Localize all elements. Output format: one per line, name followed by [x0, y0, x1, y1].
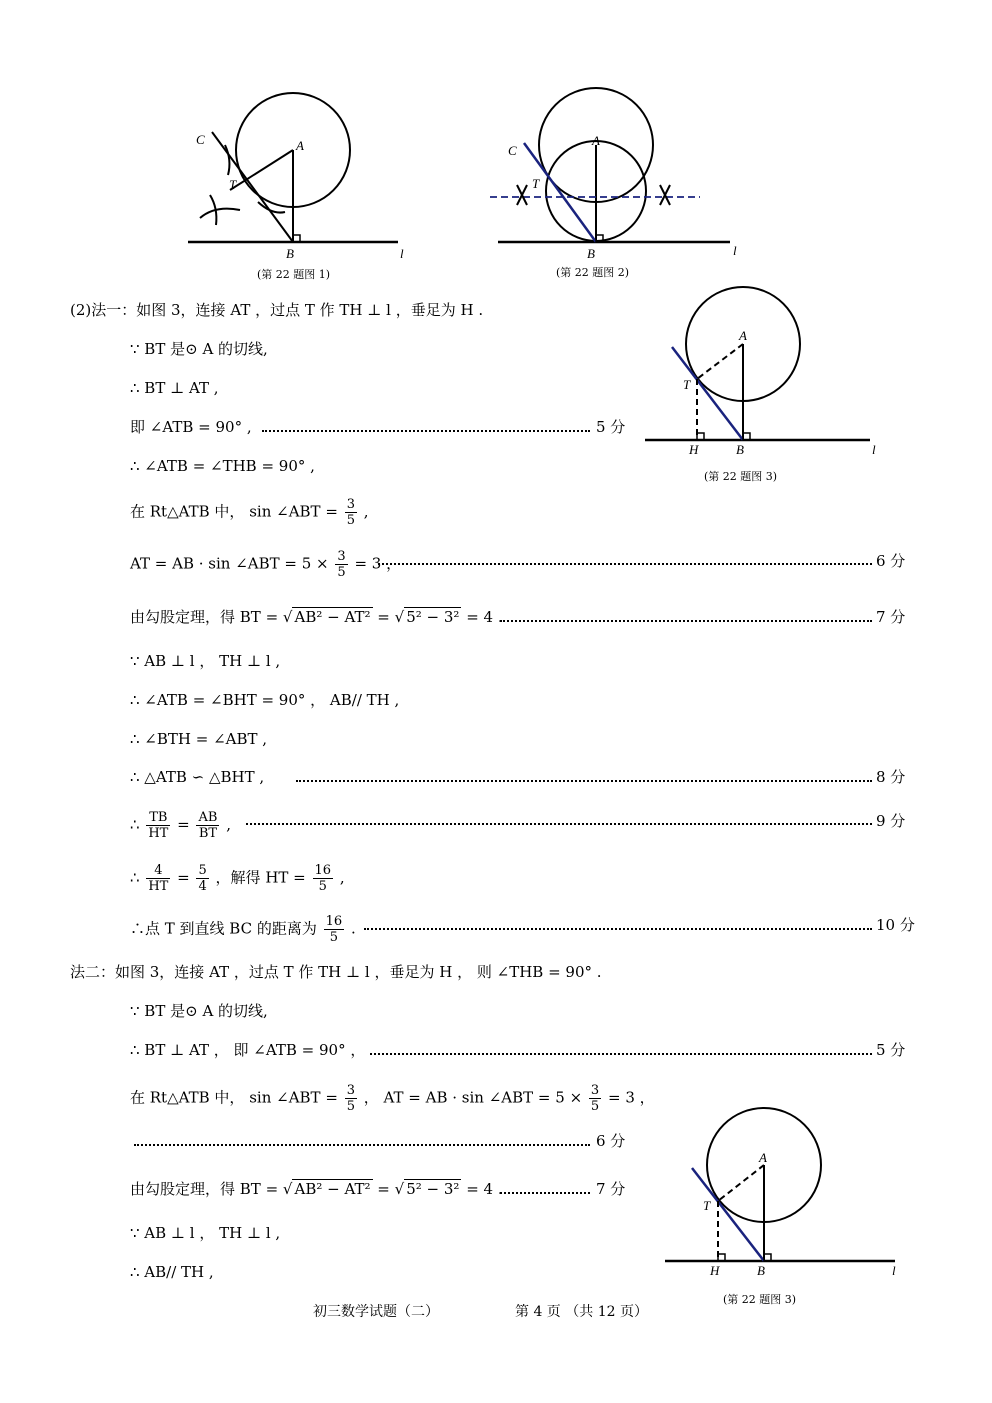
m1-score-6: 6 分 [876, 552, 906, 570]
figure-1-caption: (第 22 题图 1) [257, 268, 331, 281]
m1-l3: 即 ∠ATB = 90° , [130, 418, 252, 436]
m2-l7: ∴ AB// TH , [130, 1263, 214, 1281]
footer-title: 初三数学试题（二） [313, 1304, 439, 1320]
m2-l1: ∵ BT 是⊙ A 的切线, [130, 1002, 268, 1020]
m1-l9: ∴ ∠ATB = ∠BHT = 90° ， AB// TH , [130, 691, 400, 709]
m1-l8: ∵ AB ⊥ l ， TH ⊥ l , [130, 652, 281, 670]
ray-bc [212, 132, 293, 242]
label-a: A [296, 138, 304, 153]
m2-l2: ∴ BT ⊥ AT ， 即 ∠ATB = 90° ， [130, 1041, 366, 1059]
svg-text:l: l [892, 1263, 896, 1278]
label-t: T [229, 177, 237, 192]
svg-text:T: T [703, 1198, 711, 1213]
footer-page: 第 4 页 （共 12 页） [515, 1304, 648, 1320]
label-b: B [736, 442, 744, 457]
m1-score-7: 7 分 [876, 608, 906, 626]
m1-score-5: 5 分 [596, 418, 626, 436]
label-l: l [400, 246, 404, 260]
figure-4-caption: (第 22 题图 3) [723, 1293, 797, 1306]
m2-l3: 在 Rt△ATB 中， sin ∠ABT = $\frac{3}{5}$ ， AT = AB · sin ∠ABT = 5 × $\frac{3}{5}$ = 3 ， [130, 1083, 655, 1114]
m2-intro: 法二：如图 3，连接 AT ，过点 T 作 TH ⊥ l ，垂足为 H ， 则 ∠THB = 90° . [70, 963, 602, 981]
figure-2 [490, 85, 750, 260]
label-t: T [683, 377, 691, 392]
m2-score-7: 7 分 [596, 1180, 626, 1198]
m1-score-9: 9 分 [876, 812, 906, 830]
m2-l5: 由勾股定理，得 BT = √ AB² − AT² = √ 5² − 3² = 4 . [130, 1180, 503, 1198]
m1-l5: 在 Rt△ATB 中， sin ∠ABT = $\frac{3}{5}$ , [130, 497, 369, 528]
svg-text:B: B [757, 1263, 765, 1278]
figure-4 [660, 1105, 910, 1280]
label-a: A [739, 328, 747, 343]
ray-bc [524, 143, 596, 242]
m1-intro: (2)法一：如图 3，连接 AT ，过点 T 作 TH ⊥ l ，垂足为 H . [70, 301, 484, 319]
svg-text:H: H [710, 1263, 720, 1278]
m1-l10: ∴ ∠BTH = ∠ABT , [130, 730, 268, 748]
m1-l14: ∴点 T 到直线 BC 的距离为 $\frac{16}{5}$ . [130, 914, 356, 945]
figure-1 [180, 90, 420, 260]
label-b: B [587, 246, 595, 260]
m1-l4: ∴ ∠ATB = ∠THB = 90° , [130, 457, 315, 475]
label-c: C [196, 132, 205, 147]
label-l: l [733, 243, 737, 258]
figure-3-caption: (第 22 题图 3) [704, 470, 778, 483]
label-t: T [532, 176, 540, 191]
label-h: H [689, 442, 699, 457]
label-l: l [872, 442, 876, 457]
label-a: A [592, 133, 600, 148]
figure-3 [640, 285, 890, 460]
figure-2-caption: (第 22 题图 2) [556, 266, 630, 279]
m1-l12: ∴ $\frac{TB}{HT}$ = $\frac{AB}{BT}$ , [130, 810, 231, 841]
m1-score-10: 10 分 [876, 916, 915, 934]
m1-score-8: 8 分 [876, 768, 906, 786]
m2-score-6: 6 分 [596, 1132, 626, 1150]
label-b: B [286, 246, 294, 260]
svg-text:A: A [759, 1150, 767, 1165]
m1-l1: ∵ BT 是⊙ A 的切线, [130, 340, 268, 358]
m1-l2: ∴ BT ⊥ AT , [130, 379, 219, 397]
m1-l11: ∴ △ATB ∽ △BHT , [130, 768, 265, 786]
m1-l7: 由勾股定理，得 BT = √ AB² − AT² = √ 5² − 3² = 4 . [130, 608, 503, 626]
label-c: C [508, 143, 517, 158]
m2-score-5: 5 分 [876, 1041, 906, 1059]
m1-l13: ∴ $\frac{4}{HT}$ = $\frac{5}{4}$ ，解得 HT = $\frac{16}{5}$ , [130, 863, 345, 894]
m2-l6: ∵ AB ⊥ l ， TH ⊥ l , [130, 1224, 281, 1242]
m1-l6: AT = AB · sin ∠ABT = 5 × $\frac{3}{5}$ = 3 ， [130, 549, 402, 580]
